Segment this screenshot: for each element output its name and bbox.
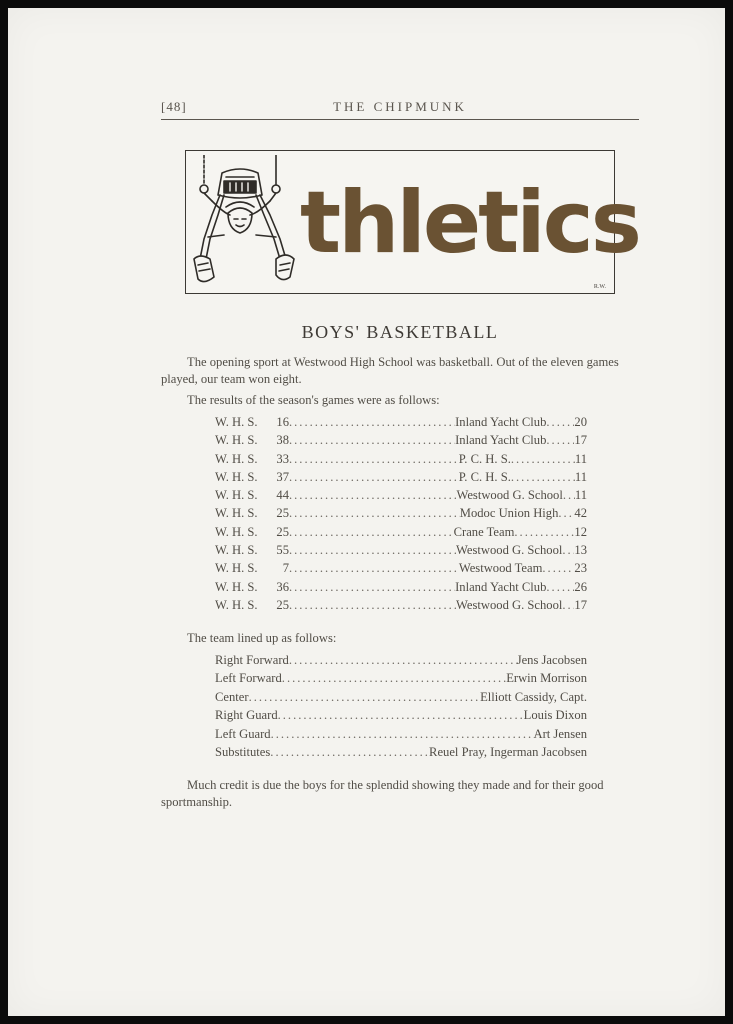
banner-word: thletics [300, 173, 639, 273]
player-position: Right Forward [215, 653, 289, 667]
player-position: Substitutes [215, 744, 271, 759]
team-score: 25 [276, 506, 289, 521]
team-name: W. H. S. [215, 506, 258, 521]
leader-dots [289, 413, 455, 431]
team-name: W. H. S. [215, 469, 258, 484]
team-score: 55 [276, 543, 289, 558]
page-number: [48] [161, 99, 187, 114]
lineup-list [215, 651, 587, 761]
leader-dots [249, 688, 480, 706]
team-score: 25 [276, 597, 289, 612]
leader-dots [542, 559, 574, 577]
player-name: Reuel Pray, Ingerman Jacobsen [429, 744, 587, 759]
leader-dots [546, 578, 574, 596]
leader-dots [271, 725, 534, 743]
results-list [215, 413, 587, 614]
intro-paragraph: The opening sport at Westwood High School was basketball. Out of the eleven games played, our team won eight. [161, 355, 619, 387]
opponent-score: 13 [574, 543, 587, 558]
leader-dots [289, 486, 456, 504]
opponent-score: 20 [574, 415, 587, 429]
opponent-name: Inland Yacht Club [455, 579, 547, 594]
opponent-score: 17 [574, 433, 587, 448]
leader-dots [278, 706, 524, 724]
player-position: Left Guard [215, 726, 271, 741]
opponent-score: 12 [574, 524, 587, 539]
leader-dots [289, 578, 455, 596]
leader-dots [289, 431, 455, 449]
leader-dots [546, 413, 574, 431]
lineup-row [215, 706, 587, 724]
lineup-row [215, 669, 587, 687]
player-name: Jens Jacobsen [516, 653, 587, 667]
player-position: Center [215, 689, 249, 704]
opponent-name: Westwood G. School [456, 543, 563, 558]
leader-dots [289, 523, 454, 541]
results-intro: The results of the season's games were as follows: [187, 393, 440, 407]
lineup-intro: The team lined up as follows: [187, 631, 337, 645]
result-row [215, 559, 587, 577]
opponent-name: Westwood G. School [456, 597, 563, 612]
leader-dots [289, 651, 517, 669]
team-name: W. H. S. [215, 433, 258, 448]
leader-dots [289, 596, 456, 614]
player-position: Right Guard [215, 708, 278, 723]
team-score: 38 [276, 433, 289, 448]
leader-dots [562, 541, 574, 559]
section-title: BOYS' BASKETBALL [301, 322, 499, 342]
leader-dots [511, 468, 575, 486]
opponent-name: Crane Team [453, 524, 515, 539]
result-row [215, 541, 587, 559]
result-row [215, 450, 587, 468]
artist-initials: R.W. [593, 284, 606, 290]
player-name: Erwin Morrison [506, 671, 587, 686]
result-row [215, 523, 587, 541]
team-name: W. H. S. [215, 543, 258, 558]
opponent-name: Westwood G. School [456, 488, 563, 503]
result-row [215, 468, 587, 486]
opponent-score: 11 [574, 488, 587, 503]
opponent-score: 42 [574, 506, 587, 521]
player-name: Elliott Cassidy, Capt. [480, 689, 587, 704]
leader-dots [558, 504, 574, 522]
result-row [215, 486, 587, 504]
leader-dots [289, 504, 460, 522]
result-row [215, 431, 587, 449]
team-score: 44 [276, 488, 289, 503]
team-name: W. H. S. [215, 488, 258, 503]
team-score: 36 [276, 579, 289, 594]
leader-dots [270, 743, 429, 761]
team-score: 16 [276, 415, 289, 429]
leader-dots [289, 450, 459, 468]
leader-dots [289, 541, 456, 559]
page [8, 8, 725, 1016]
leader-dots [289, 559, 459, 577]
leader-dots [514, 523, 574, 541]
lineup-row [215, 743, 587, 761]
closing-paragraph: Much credit is due the boys for the splendid showing they made and for their good sportmanship. [161, 778, 604, 810]
team-score: 37 [276, 469, 289, 484]
leader-dots [282, 669, 506, 687]
opponent-name: Westwood Team [458, 561, 543, 576]
opponent-score: 17 [574, 597, 587, 612]
leader-dots [562, 596, 574, 614]
team-name: W. H. S. [215, 579, 258, 594]
team-name: W. H. S. [215, 415, 258, 429]
lineup-row [215, 725, 587, 743]
team-name: W. H. S. [215, 451, 258, 466]
team-name: W. H. S. [215, 561, 258, 576]
leader-dots [546, 431, 574, 449]
opponent-name: Inland Yacht Club [455, 415, 547, 429]
athletics-banner [185, 150, 639, 294]
opponent-name: Modoc Union High [459, 506, 559, 521]
player-name: Art Jensen [533, 726, 587, 741]
lineup-row [215, 688, 587, 706]
opponent-name: Inland Yacht Club [455, 433, 547, 448]
team-name: W. H. S. [215, 524, 258, 539]
result-row [215, 413, 587, 431]
team-score: 33 [276, 451, 289, 466]
player-position: Left Forward [215, 671, 282, 686]
team-score: 7 [282, 561, 289, 576]
opponent-name: P. C. H. S. [458, 451, 511, 466]
leader-dots [563, 486, 575, 504]
team-score: 25 [276, 524, 289, 539]
opponent-score: 11 [574, 469, 587, 484]
leader-dots [511, 450, 575, 468]
opponent-score: 11 [574, 451, 587, 466]
leader-dots [289, 468, 459, 486]
gymnast-illustration [190, 155, 308, 291]
player-name: Louis Dixon [523, 708, 587, 723]
result-row [215, 596, 587, 614]
result-row [215, 578, 587, 596]
team-name: W. H. S. [215, 597, 258, 612]
opponent-score: 26 [574, 579, 587, 594]
opponent-name: P. C. H. S. [458, 469, 511, 484]
result-row [215, 504, 587, 522]
running-head [161, 97, 639, 120]
lineup-row [215, 651, 587, 669]
publication-title: THE CHIPMUNK [333, 99, 467, 114]
opponent-score: 23 [574, 561, 587, 576]
